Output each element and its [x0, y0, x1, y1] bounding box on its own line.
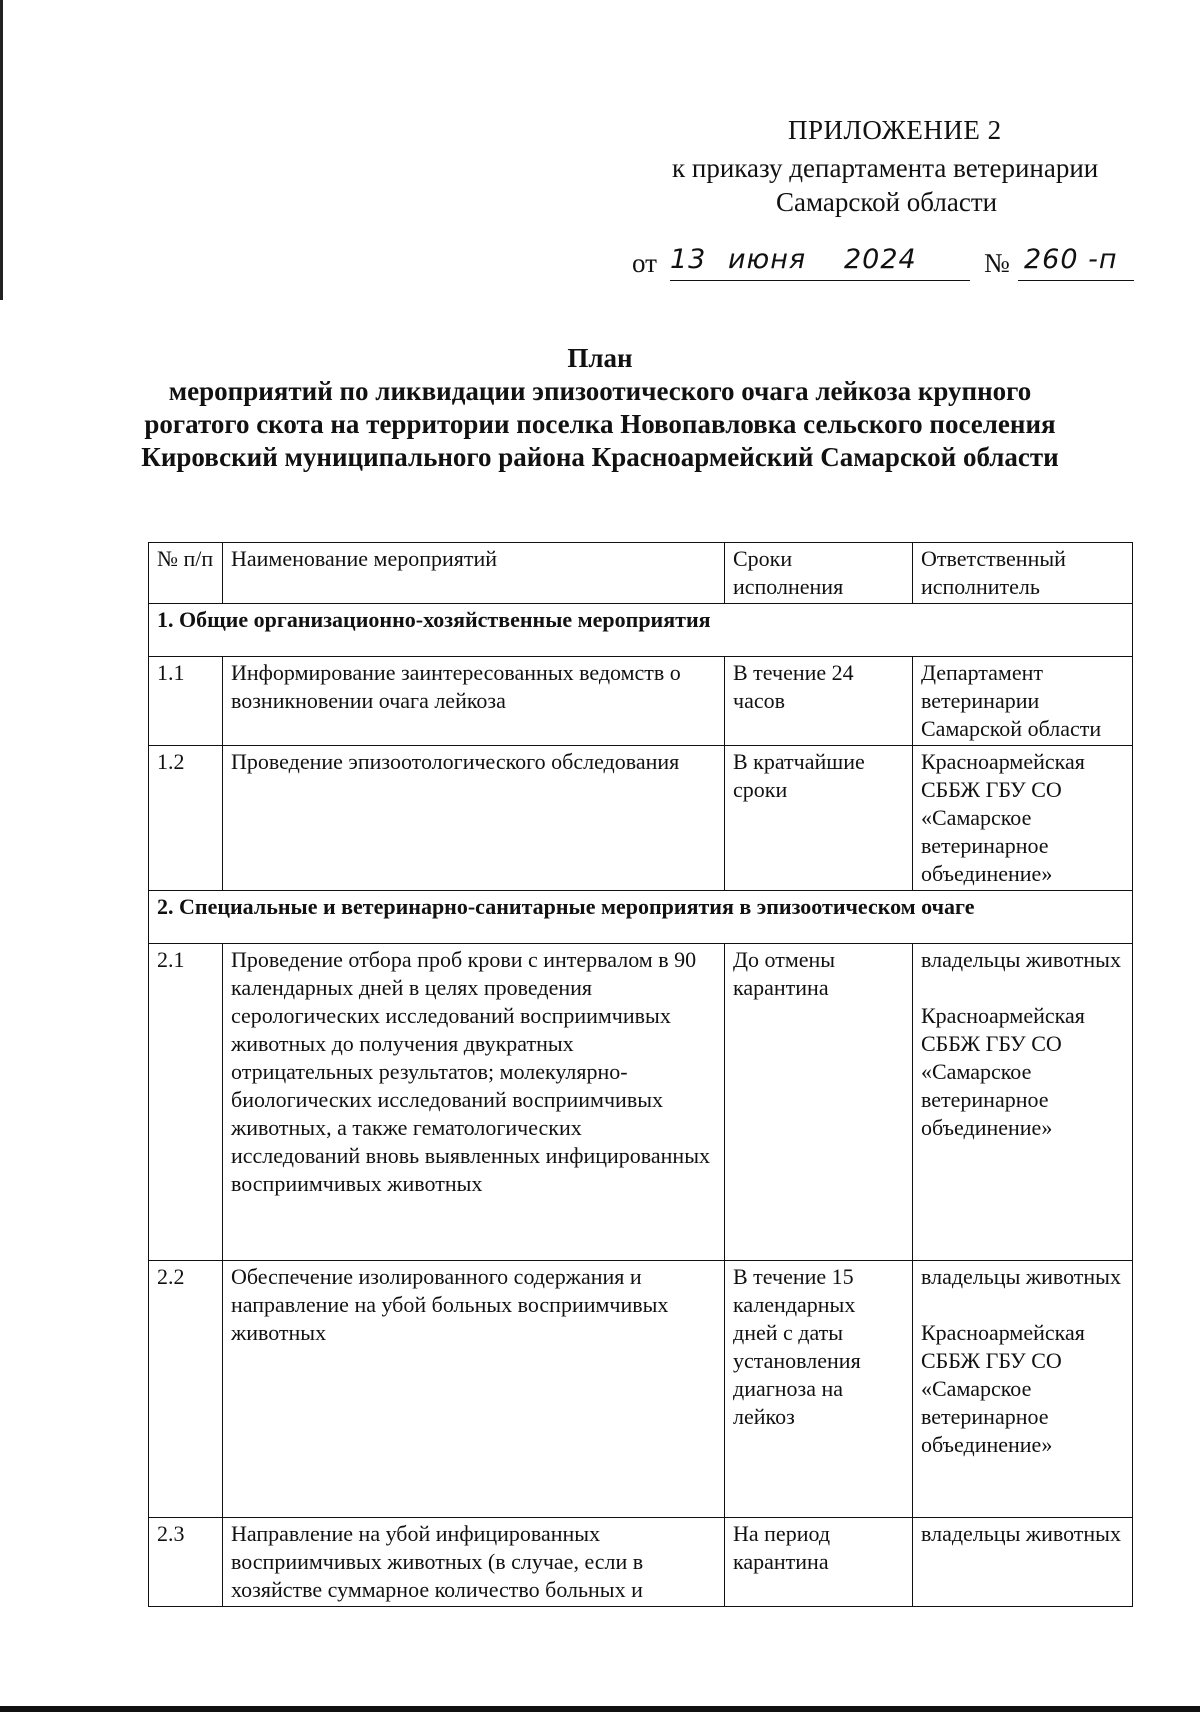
row-number: 1.2: [149, 746, 223, 891]
row-name: Информирование заинтересованных ведомств о возникновении очага лейкоза: [223, 657, 725, 746]
responsible-vet-station: Красноармейская СББЖ ГБУ СО «Самарское ветеринарное объединение»: [921, 1320, 1085, 1457]
row-responsible: Департамент ветеринарии Самарской области: [913, 657, 1133, 746]
plan-table: [148, 542, 1133, 1607]
order-date-field: [670, 248, 970, 281]
responsible-owners: владельцы животных: [921, 947, 1121, 972]
row-term: До отмены карантина: [725, 944, 913, 1261]
row-name: Обеспечение изолированного содержания и направление на убой больных восприимчивых животных: [223, 1261, 725, 1518]
table-row: [149, 1518, 1133, 1607]
appendix-line3: Самарской области: [776, 187, 998, 217]
section-1-title: 1. Общие организационно-хозяйственные мероприятия: [149, 604, 1133, 657]
order-date-month: июня: [728, 244, 807, 275]
row-responsible: [913, 944, 1133, 1261]
document-title: [140, 342, 1060, 474]
appendix-title: ПРИЛОЖЕНИЕ 2: [788, 115, 1002, 145]
document-heading: План: [567, 343, 633, 373]
row-term: В течение 15 календарных дней с даты установления диагноза на лейкоз: [725, 1261, 913, 1518]
row-name: Направление на убой инфицированных восприимчивых животных (в случае, если в хозяйстве суммарное количество больных и: [223, 1518, 725, 1607]
table-row: [149, 944, 1133, 1261]
row-number: 2.3: [149, 1518, 223, 1607]
row-number: 2.2: [149, 1261, 223, 1518]
section-row-1: [149, 604, 1133, 657]
order-from-label: от: [632, 248, 657, 278]
table-header-row: [149, 543, 1133, 604]
table-row: [149, 1261, 1133, 1518]
row-responsible: Красноармейская СББЖ ГБУ СО «Самарское ветеринарное объединение»: [913, 746, 1133, 891]
scan-left-edge: [0, 0, 3, 300]
order-date-day: 13: [670, 244, 707, 275]
header-name: Наименование мероприятий: [223, 543, 725, 604]
row-number: 1.1: [149, 657, 223, 746]
section-2-title: 2. Специальные и ветеринарно-санитарные мероприятия в эпизоотическом очаге: [149, 891, 1133, 944]
order-number-value: 260 -п: [1024, 244, 1118, 275]
row-term: В кратчайшие сроки: [725, 746, 913, 891]
document-subtitle: мероприятий по ликвидации эпизоотического очага лейкоза крупного рогатого скота на территории поселка Новопавловка сельского поселения Кировский муниципального района Красноармейский Самарской области: [141, 376, 1059, 472]
row-name: Проведение эпизоотологического обследования: [223, 746, 725, 891]
table-row: [149, 746, 1133, 891]
row-name: Проведение отбора проб крови с интервалом в 90 календарных дней в целях проведения серологических исследований восприимчивых животных до получения двукратных отрицательных результатов; молекулярно-биологических исследований восприимчивых животных, а также гематологических исследований вновь выявленных инфицированных восприимчивых животных: [223, 944, 725, 1261]
order-date-year: 2024: [844, 244, 917, 275]
appendix-line2: к приказу департамента ветеринарии: [672, 153, 1099, 183]
table-row: [149, 657, 1133, 746]
row-responsible: владельцы животных: [913, 1518, 1133, 1607]
row-term: В течение 24 часов: [725, 657, 913, 746]
row-term: На период карантина: [725, 1518, 913, 1607]
header-no: № п/п: [149, 543, 223, 604]
row-responsible: [913, 1261, 1133, 1518]
header-term: Сроки исполнения: [725, 543, 913, 604]
section-row-2: [149, 891, 1133, 944]
row-number: 2.1: [149, 944, 223, 1261]
order-number-label: №: [984, 248, 1010, 278]
responsible-owners: владельцы животных: [921, 1264, 1121, 1289]
scan-bottom-edge: [0, 1706, 1200, 1712]
order-date-number: [632, 244, 1152, 284]
header-responsible: Ответственный исполнитель: [913, 543, 1133, 604]
responsible-vet-station: Красноармейская СББЖ ГБУ СО «Самарское ветеринарное объединение»: [921, 1003, 1085, 1140]
